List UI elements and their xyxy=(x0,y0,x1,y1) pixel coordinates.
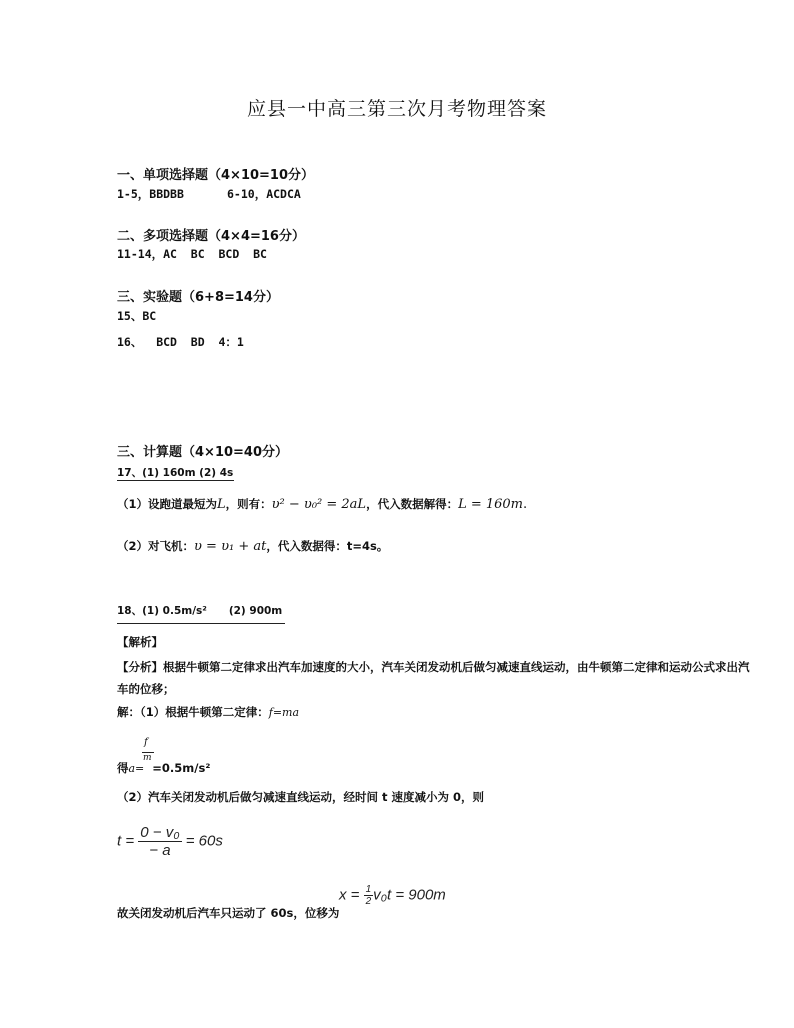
q17-part1-text-c: ，代入数据解得： xyxy=(366,497,459,511)
page-title: 应县一中高三第三次月考物理答案 xyxy=(246,98,547,120)
q18-title: 18、(1) 0.5m/s² (2) 900m xyxy=(117,605,283,617)
q18-time-equation xyxy=(117,824,223,859)
q18-divider xyxy=(117,623,285,624)
q18-half-numerator: 1 xyxy=(365,884,372,895)
section-1-answers-a: 1-5，BBDBB xyxy=(117,187,184,201)
q17-part2-text-a: （2）对飞机： xyxy=(117,539,195,553)
q18-de-label: 得 xyxy=(117,761,129,775)
answer-16: 16、 BCD BD 4：1 xyxy=(117,335,244,349)
q17-part2 xyxy=(117,538,388,554)
q18-fraction-num: f xyxy=(144,737,148,748)
q18-conclusion: 故关闭发动机后汽车只运动了 60s，位移为 xyxy=(117,906,340,920)
q17-part1-symbol-L: L xyxy=(217,497,226,512)
q18-half-denominator: 2 xyxy=(365,896,372,907)
q17-title: 17、(1) 160m (2) 4s xyxy=(117,467,234,479)
q18-analysis-text: 【分析】根据牛顿第二定律求出汽车加速度的大小，汽车关闭发动机后做匀减速直线运动，由牛顿第二定律和运动公式求出汽 xyxy=(117,660,750,674)
q18-time-result: = 60s xyxy=(185,832,223,850)
q17-part1-period: . xyxy=(523,497,528,512)
q18-solution-1-text: 解：（1）根据牛顿第二定律： xyxy=(117,705,269,719)
section-4-heading: 三、计算题（4×10=40分） xyxy=(117,445,289,460)
q18-acceleration-result: =0.5m/s² xyxy=(152,761,211,775)
section-1-answers-b: 6-10，ACDCA xyxy=(227,187,301,201)
q18-solution-1 xyxy=(117,704,299,720)
q17-part2-text-b: ，代入数据得：t=4s。 xyxy=(266,539,389,553)
section-2-heading: 二、多项选择题（4×4=16分） xyxy=(117,229,305,244)
section-1-heading: 一、单项选择题（4×10=10分） xyxy=(117,168,315,183)
q18-displacement-result: v₀t = 900m xyxy=(373,886,446,904)
q18-displacement-equation xyxy=(339,884,446,907)
q18-time-numerator: 0 − v₀ xyxy=(140,824,180,841)
q17-part1-equation: υ² − υ₀² = 2aL xyxy=(271,497,367,512)
q18-fraction-den: m xyxy=(143,753,152,763)
q18-newton-equation: f=ma xyxy=(268,706,300,719)
q18-analysis-text-2: 车的位移； xyxy=(117,682,175,696)
q17-part1-text-a: （1）设跑道最短为 xyxy=(117,497,218,511)
q18-analysis-label: 【解析】 xyxy=(117,635,163,649)
q18-a-symbol: a= xyxy=(128,762,145,775)
q18-half-fraction xyxy=(364,884,374,907)
section-3-heading: 三、实验题（6+8=14分） xyxy=(117,290,279,305)
q18-time-fraction xyxy=(138,824,181,859)
q17-part1 xyxy=(117,496,527,512)
q17-part1-result: L = 160m xyxy=(458,497,524,512)
q18-solution-2: （2）汽车关闭发动机后做匀减速直线运动，经时间 t 速度减小为 0，则 xyxy=(117,790,485,804)
section-2-answers: 11-14，AC BC BCD BC xyxy=(117,247,267,261)
answer-15: 15、BC xyxy=(117,309,157,323)
q18-time-lhs: t = xyxy=(117,832,135,850)
q18-displacement-lhs: x = xyxy=(339,886,360,904)
q17-part1-text-b: ，则有： xyxy=(225,497,272,511)
q18-acceleration xyxy=(117,760,210,776)
q18-time-denominator: − a xyxy=(149,842,171,859)
q17-part2-equation: υ = υ₁ + at xyxy=(194,539,267,554)
